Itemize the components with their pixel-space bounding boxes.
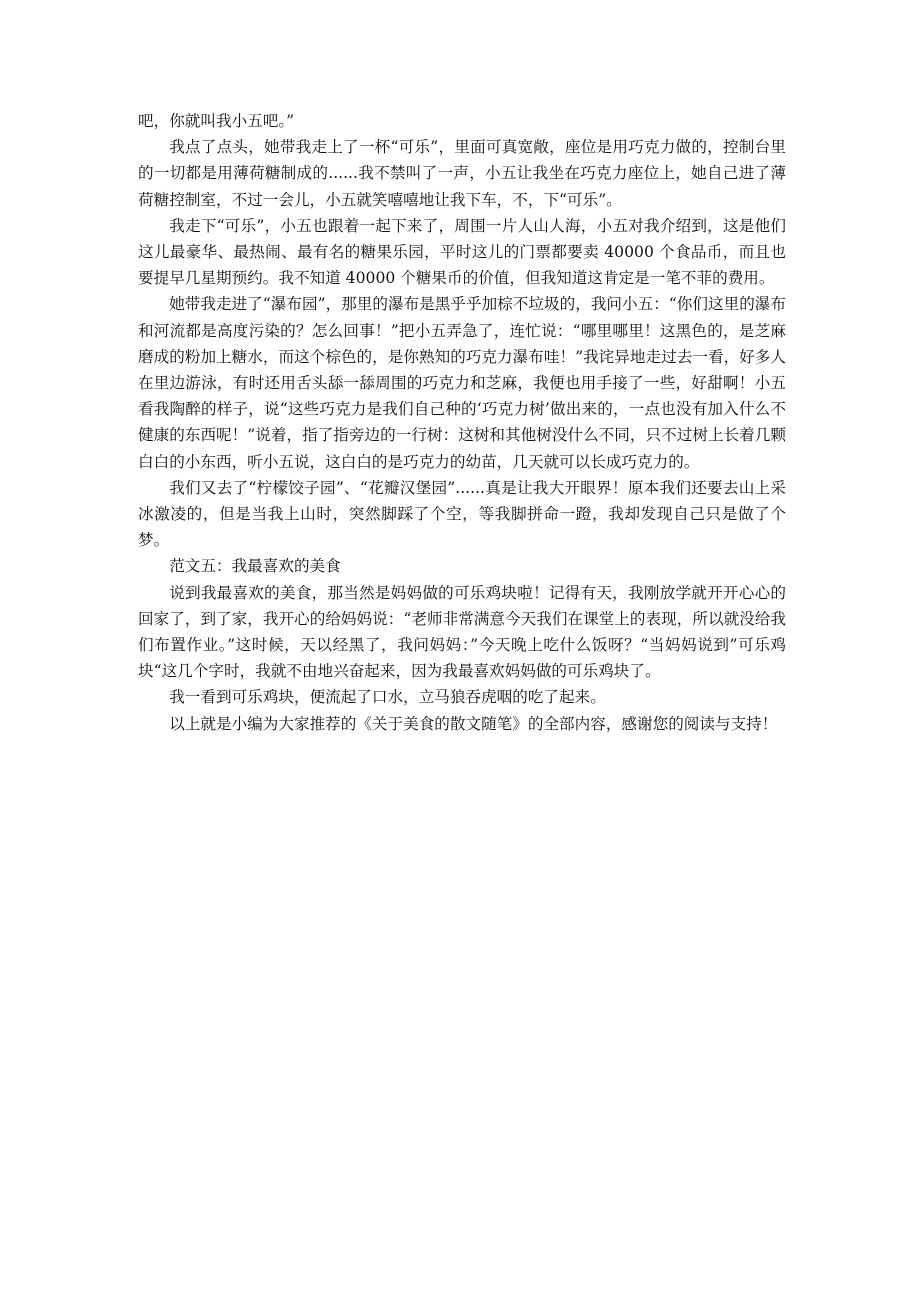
document-body xyxy=(138,108,786,737)
paragraph-6: 说到我最喜欢的美食，那当然是妈妈做的可乐鸡块啦！记得有天，我刚放学就开开心心的回家了，到了家，我开心的给妈妈说：“老师非常满意今天我们在课堂上的表现，所以就没给我们布置作业。”这时候，天以经黑了，我问妈妈：”今天晚上吃什么饭呀？“当妈妈说到”可乐鸡块“这几个字时，我就不由地兴奋起来，因为我最喜欢妈妈做的可乐鸡块了。 xyxy=(138,583,786,681)
paragraph-2: 我点了点头，她带我走上了一杯“可乐”，里面可真宽敞，座位是用巧克力做的，控制台里的一切都是用薄荷糖制成的......我不禁叫了一声，小五让我坐在巧克力座位上，她自己进了薄荷糖控制室，不过一会儿，小五就笑嘻嘻地让我下车，不，下“可乐”。 xyxy=(138,138,786,209)
paragraph-3: 我走下“可乐”，小五也跟着一起下来了，周围一片人山人海，小五对我介绍到，这是他们这儿最豪华、最热闹、最有名的糖果乐园，平时这儿的门票都要卖 40000 个食品币，而且也要提早几星期预约。我不知道 40000 个糖果币的价值，但我知道这肯定是一笔不菲的费用。 xyxy=(138,216,786,288)
paragraph-7: 我一看到可乐鸡块，便流起了口水，立马狼吞虎咽的吃了起来。 xyxy=(169,688,606,707)
paragraph-5: 我们又去了“柠檬饺子园”、“花瓣汉堡园”......真是让我大开眼界！原本我们还要去山上采冰激凌的，但是当我上山时，突然脚踩了个空，等我脚拼命一蹬，我却发现自己只是做了个梦。 xyxy=(138,478,786,550)
closing-paragraph: 以上就是小编为大家推荐的《关于美食的散文随笔》的全部内容，感谢您的阅读与支持！ xyxy=(169,714,778,733)
section-heading: 范文五：我最喜欢的美食 xyxy=(169,557,341,576)
paragraph-4: 她带我走进了“瀑布园”，那里的瀑布是黑乎乎加棕不垃圾的，我问小五：“你们这里的瀑布和河流都是高度污染的？怎么回事！”把小五弄急了，连忙说：“哪里哪里！这黑色的，是芝麻磨成的粉加上糖水，而这个棕色的，是你熟知的巧克力瀑布哇！”我诧异地走过去一看，好多人在里边游泳，有时还用舌头舔一舔周围的巧克力和芝麻，我便也用手接了一些，好甜啊！小五看我陶醉的样子，说“这些巧克力是我们自己种的‘巧克力树’做出来的，一点也没有加入什么不健康的东西呢！”说着，指了指旁边的一行树：这树和其他树没什么不同，只不过树上长着几颗白白的小东西，听小五说，这白白的是巧克力的幼苗，几天就可以长成巧克力的。 xyxy=(138,295,786,471)
paragraph-1: 吧，你就叫我小五吧。” xyxy=(138,112,295,130)
